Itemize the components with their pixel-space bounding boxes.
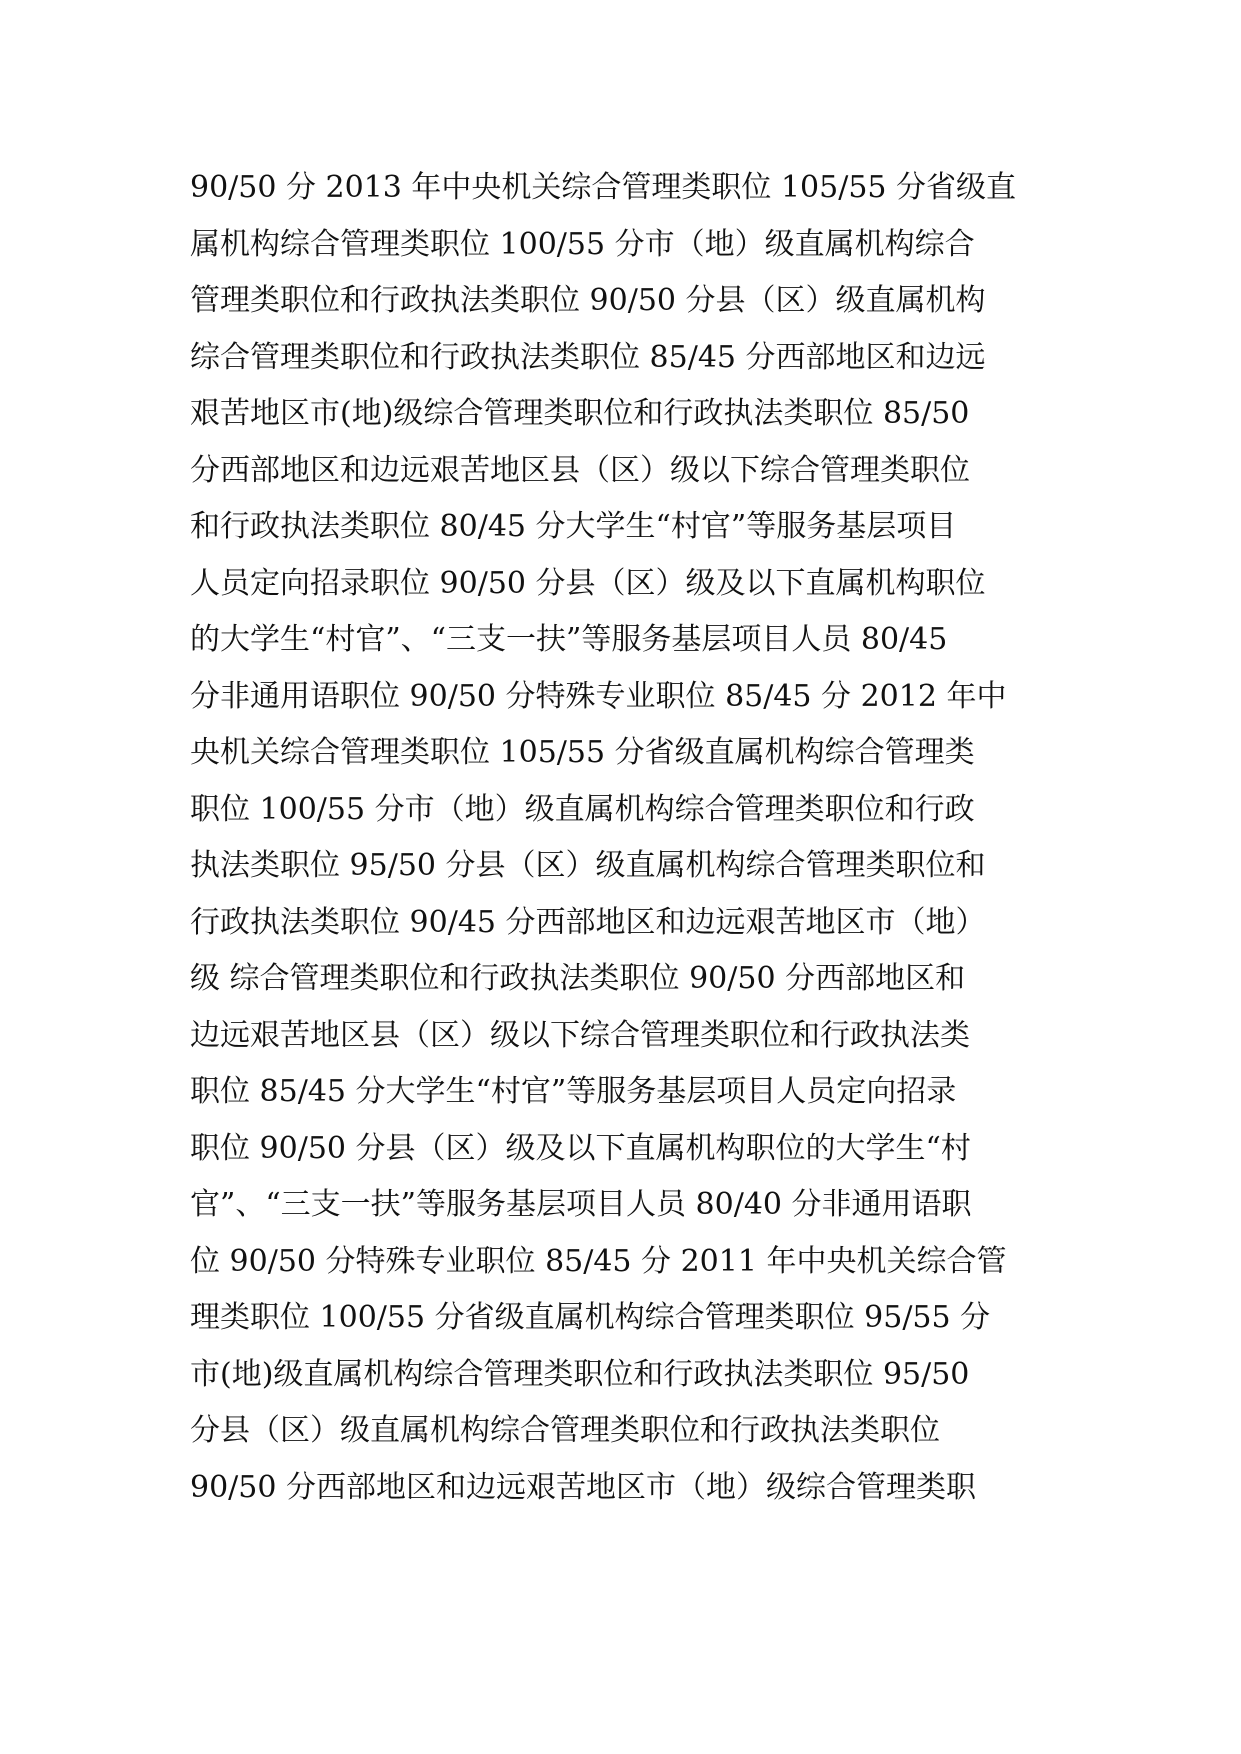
text-line: 分县（区）级直属机构综合管理类职位和行政执法类职位 xyxy=(190,1413,940,1448)
text-line: 央机关综合管理类职位 105/55 分省级直属机构综合管理类 xyxy=(190,735,975,770)
text-line: 综合管理类职位和行政执法类职位 85/45 分西部地区和边远 xyxy=(190,339,986,375)
text-line: 和行政执法类职位 80/45 分大学生“村官”等服务基层项目 xyxy=(190,509,957,544)
text-line: 90/50 分西部地区和边远艰苦地区市（地）级综合管理类职 xyxy=(190,1469,976,1505)
text-line: 管理类职位和行政执法类职位 90/50 分县（区）级直属机构 xyxy=(190,283,986,318)
text-line: 职位 100/55 分市（地）级直属机构综合管理类职位和行政 xyxy=(190,791,975,827)
text-line: 位 90/50 分特殊专业职位 85/45 分 2011 年中央机关综合管 xyxy=(190,1243,1007,1279)
text-line: 分非通用语职位 90/50 分特殊专业职位 85/45 分 2012 年中 xyxy=(190,678,1007,714)
text-line: 分西部地区和边远艰苦地区县（区）级以下综合管理类职位 xyxy=(190,452,970,488)
text-line: 职位 90/50 分县（区）级及以下直属机构职位的大学生“村 xyxy=(190,1130,971,1166)
text-line: 的大学生“村官”、“三支一扶”等服务基层项目人员 80/45 xyxy=(190,622,948,657)
text-line: 官”、“三支一扶”等服务基层项目人员 80/40 分非通用语职 xyxy=(190,1187,972,1222)
text-line: 90/50 分 2013 年中央机关综合管理类职位 105/55 分省级直 xyxy=(190,170,1017,205)
text-line: 边远艰苦地区县（区）级以下综合管理类职位和行政执法类 xyxy=(190,1017,970,1053)
body-text xyxy=(190,160,1070,1516)
text-line: 执法类职位 95/50 分县（区）级直属机构综合管理类职位和 xyxy=(190,848,986,883)
text-line: 职位 85/45 分大学生“村官”等服务基层项目人员定向招录 xyxy=(190,1074,957,1109)
text-line: 人员定向招录职位 90/50 分县（区）级及以下直属机构职位 xyxy=(190,565,986,601)
text-line: 级 综合管理类职位和行政执法类职位 90/50 分西部地区和 xyxy=(190,961,966,996)
text-line: 理类职位 100/55 分省级直属机构综合管理类职位 95/55 分 xyxy=(190,1300,991,1335)
text-line: 艰苦地区市(地)级综合管理类职位和行政执法类职位 85/50 xyxy=(190,396,970,431)
text-line: 属机构综合管理类职位 100/55 分市（地）级直属机构综合 xyxy=(190,226,975,262)
text-line: 行政执法类职位 90/45 分西部地区和边远艰苦地区市（地） xyxy=(190,904,986,940)
text-line: 市(地)级直属机构综合管理类职位和行政执法类职位 95/50 xyxy=(190,1356,970,1392)
